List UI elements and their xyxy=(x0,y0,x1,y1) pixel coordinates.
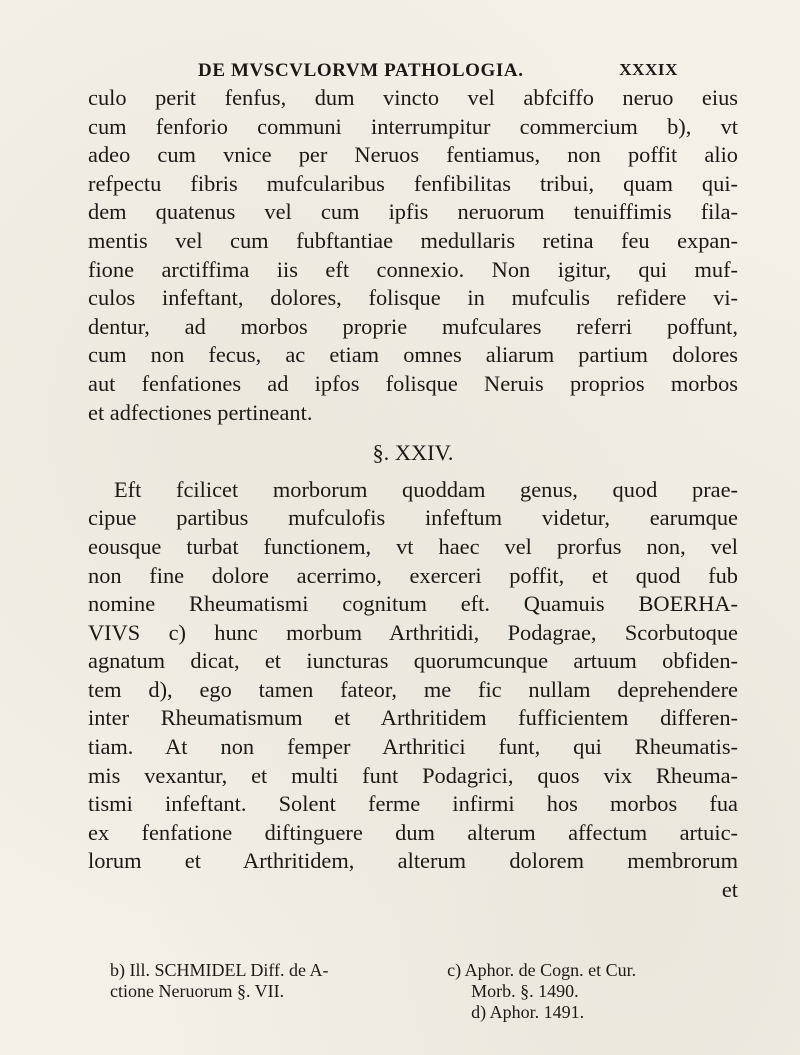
text-line: dem quatenus vel cum ipfis neruorum tenuiffimis fila- xyxy=(88,199,738,225)
footnote-b: b) Ill. SCHMIDEL Diff. de A- xyxy=(110,960,329,980)
text-line: aut fenfationes ad ipfos folisque Neruis proprios morbos xyxy=(88,370,738,396)
footnotes xyxy=(110,960,746,1023)
text-line: mentis vel cum fubftantiae medullaris retina feu expan- xyxy=(88,227,738,253)
page-number: XXXIX xyxy=(619,60,678,79)
text-line: et adfectiones pertineant. xyxy=(88,399,313,425)
main-text xyxy=(88,84,738,905)
text-line: tismi infeftant. Solent ferme infirmi hos morbos fua xyxy=(88,791,738,817)
footnote-column-right xyxy=(447,960,746,1023)
footnote-c: c) Aphor. de Cogn. et Cur. xyxy=(447,960,637,980)
text-line: lorum et Arthritidem, alterum dolorem membrorum xyxy=(88,848,738,874)
text-line: mis vexantur, et multi funt Podagrici, quos vix Rheuma- xyxy=(88,762,738,788)
text-line: eousque turbat functionem, vt haec vel prorfus non, vel xyxy=(88,533,738,559)
running-header xyxy=(198,60,678,82)
text-line: cum non fecus, ac etiam omnes aliarum partium dolores xyxy=(88,342,738,368)
text-line: culos infeftant, dolores, folisque in mufculis refidere vi- xyxy=(88,285,738,311)
text-line: dentur, ad morbos proprie mufculares referri poffunt, xyxy=(88,313,738,339)
text-line: fione arctiffima iis eft connexio. Non igitur, qui muf- xyxy=(88,256,738,282)
section-heading: §. XXIV. xyxy=(372,440,454,466)
text-line: inter Rheumatismum et Arthritidem fufficientem differen- xyxy=(88,705,738,731)
text-line: VIVS c) hunc morbum Arthritidi, Podagrae, Scorbutoque xyxy=(88,619,738,645)
text-line: tem d), ego tamen fateor, me fic nullam deprehendere xyxy=(88,676,738,702)
text-line: adeo cum vnice per Neruos fentiamus, non poffit alio xyxy=(88,142,738,168)
text-line: refpectu fibris mufcularibus fenfibilitas tribui, quam qui- xyxy=(88,170,738,196)
text-line: ex fenfatione diftinguere dum alterum affectum artuic- xyxy=(88,819,738,845)
text-line: nomine Rheumatismi cognitum eft. Quamuis BOERHA- xyxy=(88,591,738,617)
text-line: culo perit fenfus, dum vincto vel abfciffo neruo eius xyxy=(88,85,738,110)
text-line: agnatum dicat, et iuncturas quorumcunque artuum obfiden- xyxy=(88,648,738,674)
footnote-c-continuation: Morb. §. 1490. xyxy=(471,981,579,1001)
footnote-d: d) Aphor. 1491. xyxy=(471,1002,585,1022)
footnote-b-continuation: ctione Neruorum §. VII. xyxy=(110,981,285,1001)
footnote-column-left xyxy=(110,960,403,1023)
running-title: DE MVSCVLORVM PATHOLOGIA. xyxy=(198,60,524,81)
text-line: non fine dolore acerrimo, exerceri poffit, et quod fub xyxy=(88,562,738,588)
text-line: Eft fcilicet morborum quoddam genus, quod prae- xyxy=(114,476,738,502)
text-line: tiam. At non femper Arthritici funt, qui Rheumatis- xyxy=(88,734,738,760)
catchword: et xyxy=(721,877,738,903)
text-line: cum fenforio communi interrumpitur commercium b), vt xyxy=(88,113,738,139)
text-line: cipue partibus mufculofis infeftum videtur, earumque xyxy=(88,505,738,531)
